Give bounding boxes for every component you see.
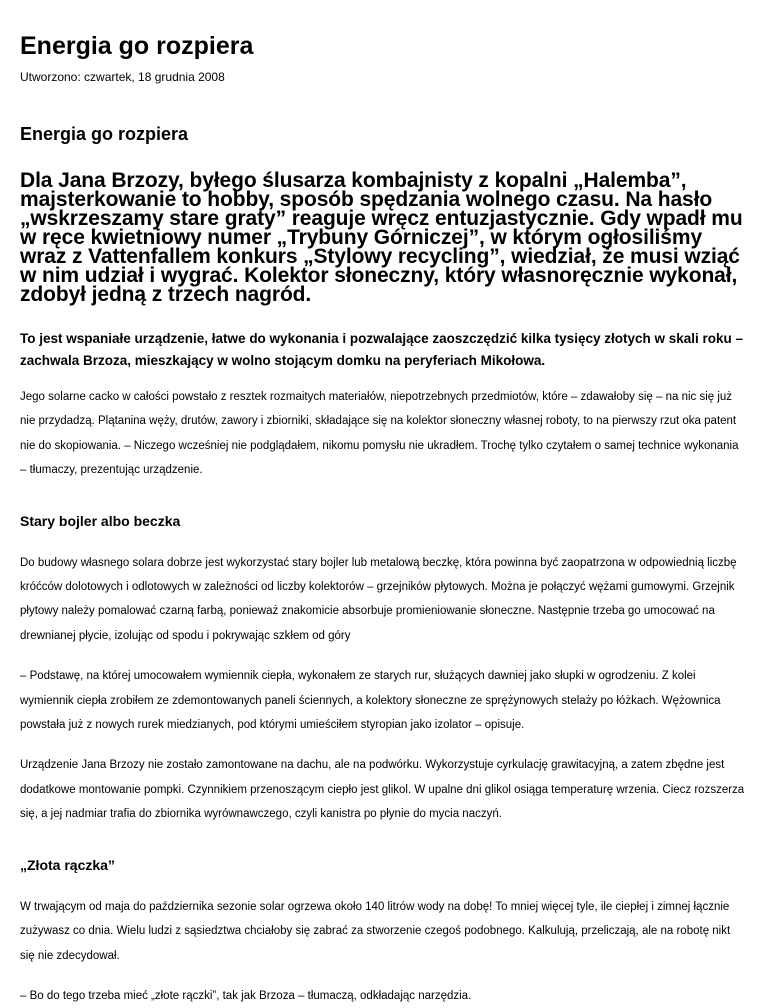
created-date: Utworzono: czwartek, 18 grudnia 2008 — [20, 70, 225, 84]
paragraph-2: Do budowy własnego solara dobrze jest wykorzystać stary bojler lub metalową beczkę, która powinna być zaopatrzona w odpowiednią liczbę króćców dolotowych i odlotowych w zależności od liczby kolektorów – grzejników płytowych. Można je połączyć wężami gumowymi. Grzejnik płytowy należy pomalować czarną farbą, ponieważ znakomicie absorbuje promieniowanie słoneczne. Następnie trzeba go umocować na drewnianej płycie, izolując od spodu i pokrywając szkłem od góry — [20, 556, 737, 642]
paragraph-1: Jego solarne cacko w całości powstało z resztek rozmaitych materiałów, niepotrzebnych przedmiotów, które – zdawałoby się – na nic się już nie przydadzą. Plątanina węży, drutów, zawory i zbiorniki, składające się na kolektor słoneczny własnej roboty, to na pierwszy rzut oka patent nie do skopiowania. – Niczego wcześniej nie podglądałem, nikomu pomysłu nie ukradłem. Trochę tylko czytałem o samej technice wykonania – tłumaczy, prezentując urządzenie. — [20, 391, 739, 477]
article-title: Energia go rozpiera — [20, 124, 189, 144]
paragraph-5: W trwającym od maja do października sezonie solar ogrzewa około 140 litrów wody na dobę! To mniej więcej tyle, ile ciepłej i zimnej łącznie zużywasz co dnia. Wielu ludzi z sąsiedztwa chciałoby się zabrać za stworzenie czegoś podobnego. Kalkulują, przeliczają, ale na robotę nikt się nie zdecydował. — [20, 900, 731, 962]
subheading-zlota-raczka: „Złota rączka” — [20, 856, 115, 873]
subheading-stary-bojler: Stary bojler albo beczka — [20, 512, 181, 529]
paragraph-3: – Podstawę, na której umocowałem wymiennik ciepła, wykonałem ze starych rur, służących dawniej jako słupki w ogrodzeniu. Z kolei wymiennik ciepła zrobiłem ze zdemontowanych paneli ściennych, a kolektory słoneczne ze sprężynowych stelaży po łóżkach. Wężownica powstała już z nowych rurek miedzianych, pod którymi umieściłem styropian jako izolator – opisuje. — [20, 670, 721, 732]
article-intro: To jest wspaniałe urządzenie, łatwe do wykonania i pozwalające zaoszczędzić kilka tysięcy złotych w skali roku – zachwala Brzoza, mieszkający w wolno stojącym domku na peryferiach Mikołowa. — [20, 331, 744, 368]
paragraph-6: – Bo do tego trzeba mieć „złote rączki”, tak jak Brzoza – tłumaczą, odkładając narzędzia. — [20, 989, 472, 1002]
article-lead: Dla Jana Brzozy, byłego ślusarza kombajnisty z kopalni „Halemba”, majsterkowanie to hobby, sposób spędzania wolnego czasu. Na hasło „wskrzeszamy stare graty” reaguje wręcz entuzjastycznie. Gdy wpadł mu w ręce kwietniowy numer „Trybuny Górniczej”, w którym ogłosiliśmy wraz z Vattenfallem konkurs „Stylowy recycling”, wiedział, że musi wziąć w nim udział i wygrać. Kolektor słoneczny, który własnoręcznie wykonał, zdobył jedną z trzech nagród. — [20, 169, 743, 306]
page-title: Energia go rozpiera — [20, 32, 254, 60]
paragraph-4: Urządzenie Jana Brzozy nie zostało zamontowane na dachu, ale na podwórku. Wykorzystuje cyrkulację grawitacyjną, a zatem zbędne jest dodatkowe montowanie pompki. Czynnikiem przenoszącym ciepło jest glikol. W upalne dni glikol osiąga temperaturę wrzenia. Ciecz rozszerza się, a jej nadmiar trafia do zbiornika wyrównawczego, czyli kanistra po płynie do mycia naczyń. — [20, 759, 745, 821]
